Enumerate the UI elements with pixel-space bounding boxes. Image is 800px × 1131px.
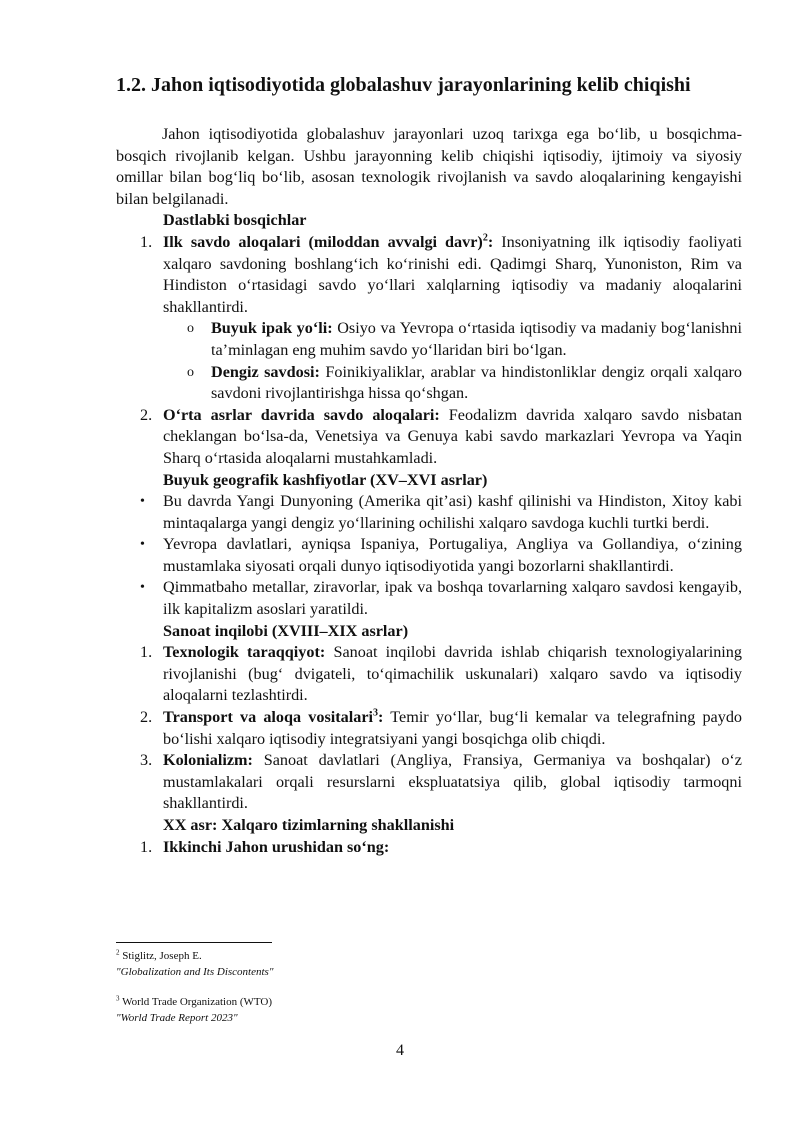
subheading-geographic-discoveries: Buyuk geografik kashfiyotlar (XV–XVI asrlar) [163, 470, 488, 489]
sub-item-label: Dengiz savdosi: [211, 362, 320, 381]
item-label: Ilk savdo aloqalari (miloddan avvalgi davr) [163, 232, 483, 251]
bullet-item [116, 491, 742, 534]
item-number: 1. [140, 232, 153, 251]
footnote [116, 994, 273, 1010]
footnote-separator [116, 942, 272, 943]
sub-item-text: Osiyo va Yevropa o‘rtasida iqtisodiy va madaniy bog‘lanishni ta’minlagan eng muhim savdo yo‘llaridan biri bo‘lgan. [211, 319, 742, 359]
list-item [116, 750, 742, 815]
footnote-work [116, 964, 273, 980]
bullet-item [116, 534, 742, 577]
footnote-title: "World Trade Report 2023" [116, 1012, 238, 1024]
bullet-text: Yevropa davlatlari, ayniqsa Ispaniya, Portugaliya, Angliya va Gollandiya, o‘zining mustamlaka siyosati orqali dunyo iqtisodiyotida yangi bozorlarni shakllantirdi. [163, 535, 742, 575]
footnote-gap [116, 980, 273, 994]
bullet-icon: • [140, 580, 145, 596]
item-number: 1. [140, 837, 153, 856]
bullet-icon: • [140, 537, 145, 553]
sub-item-label: Buyuk ipak yo‘li: [211, 319, 333, 338]
bullet-icon: • [140, 494, 145, 510]
footnote-ref[interactable]: 3 [373, 707, 379, 719]
item-colon: : [378, 708, 384, 727]
item-text: Sanoat davlatlari (Angliya, Fransiya, Germaniya va boshqalar) o‘z mustamlakalari orqali resurslarni ekspluatatsiya qilib, global iqtisodiy tarmoqni shakllantirdi. [163, 751, 742, 813]
footnote [116, 948, 273, 964]
footnote-work [116, 1010, 273, 1026]
bullet-item [116, 577, 742, 620]
item-number: 2. [140, 708, 153, 727]
item-text: Temir yo‘llar, bug‘li kemalar va telegrafning paydo bo‘lishi xalqaro iqtisodiy integratsiyani yangi bosqichga olib chiqdi. [163, 708, 743, 748]
list-item [116, 405, 742, 470]
item-text: Insoniyatning ilk iqtisodiy faoliyati xalqaro savdoning boshlang‘ich ko‘rinishi edi. Qadimgi Sharq, Yunoniston, Rim va Hindiston o‘rtasidagi savdo yo‘llari xalqlarning iqtisodiy va madaniy aloqalarini shakllantirdi. [163, 232, 743, 316]
item-number: 3. [140, 751, 153, 770]
page-number: 4 [396, 1042, 404, 1059]
footnote-title: "Globalization and Its Discontents" [116, 966, 274, 978]
footnote-mark: 2 [116, 948, 120, 957]
item-number: 1. [140, 643, 153, 662]
circle-bullet-icon: o [187, 321, 194, 337]
list-item [116, 707, 742, 750]
bullet-text: Bu davrda Yangi Dunyoning (Amerika qit’asi) kashf qilinishi va Hindiston, Xitoy kabi mintaqalarga yangi dengiz yo‘llarining ochilishi xalqaro savdoga kuchli turtki berdi. [163, 492, 742, 532]
item-label: Transport va aloqa vositalari [163, 708, 374, 727]
list-item [116, 837, 742, 859]
subheading-industrial-revolution: Sanoat inqilobi (XVIII–XIX asrlar) [163, 621, 409, 640]
sub-list-item [116, 362, 742, 405]
body-text [116, 124, 742, 858]
item-text: Sanoat inqilobi davrida ishlab chiqarish texnologiyalarining rivojlanishi (bug‘ dvigateli, to‘qimachilik uskunalari) xalqaro savdo va iqtisodiy aloqalarni tezlashtirdi. [163, 643, 742, 705]
footnote-author: World Trade Organization (WTO) [122, 996, 272, 1008]
subheading-20th-century: XX asr: Xalqaro tizimlarning shakllanishi [163, 816, 455, 834]
bullet-text: Qimmatbaho metallar, ziravorlar, ipak va boshqa tovarlarning xalqaro savdosi kengayib, ilk kapitalizm asoslari yaratildi. [163, 578, 742, 619]
subheading-early-stages: Dastlabki bosqichlar [163, 211, 307, 230]
section-heading: 1.2. Jahon iqtisodiyotida globalashuv jarayonlarining kelib chiqishi [116, 74, 691, 96]
item-number: 2. [140, 405, 153, 424]
sub-list-item [116, 318, 742, 361]
sub-item-text: Foinikiyaliklar, arablar va hindistonliklar dengiz orqali xalqaro savdoni rivojlantirishga hissa qo‘shgan. [211, 362, 742, 403]
footnote-mark: 3 [116, 994, 120, 1003]
footnote-author: Stiglitz, Joseph E. [122, 950, 202, 962]
footnotes [116, 948, 273, 1026]
circle-bullet-icon: o [187, 364, 194, 380]
list-item [116, 642, 742, 707]
item-label: O‘rta asrlar davrida savdo aloqalari: [163, 405, 440, 424]
item-colon: : [487, 232, 494, 251]
item-label: Texnologik taraqqiyot: [163, 643, 326, 662]
intro-paragraph: Jahon iqtisodiyotida globalashuv jarayonlari uzoq tarixga ega bo‘lib, u bosqichma-bosqich rivojlanib kelgan. Ushbu jarayonning kelib chiqishi iqtisodiy, ijtimoiy va siyosiy omillar bilan bog‘liq bo‘lib, asosan texnologik rivojlanish va savdo aloqalarining kengayishi bilan belgilanadi. [116, 125, 742, 208]
item-label: Ikkinchi Jahon urushidan so‘ng: [163, 837, 390, 856]
item-text: Feodalizm davrida xalqaro savdo nisbatan cheklangan bo‘lsa-da, Venetsiya va Genuya kabi savdo markazlari Yevropa va Yaqin Sharq o‘rtasida aloqalarni mustahkamladi. [163, 405, 742, 467]
item-label: Kolonializm: [163, 751, 253, 770]
footnote-ref[interactable]: 2 [482, 232, 488, 244]
list-item [116, 232, 742, 318]
